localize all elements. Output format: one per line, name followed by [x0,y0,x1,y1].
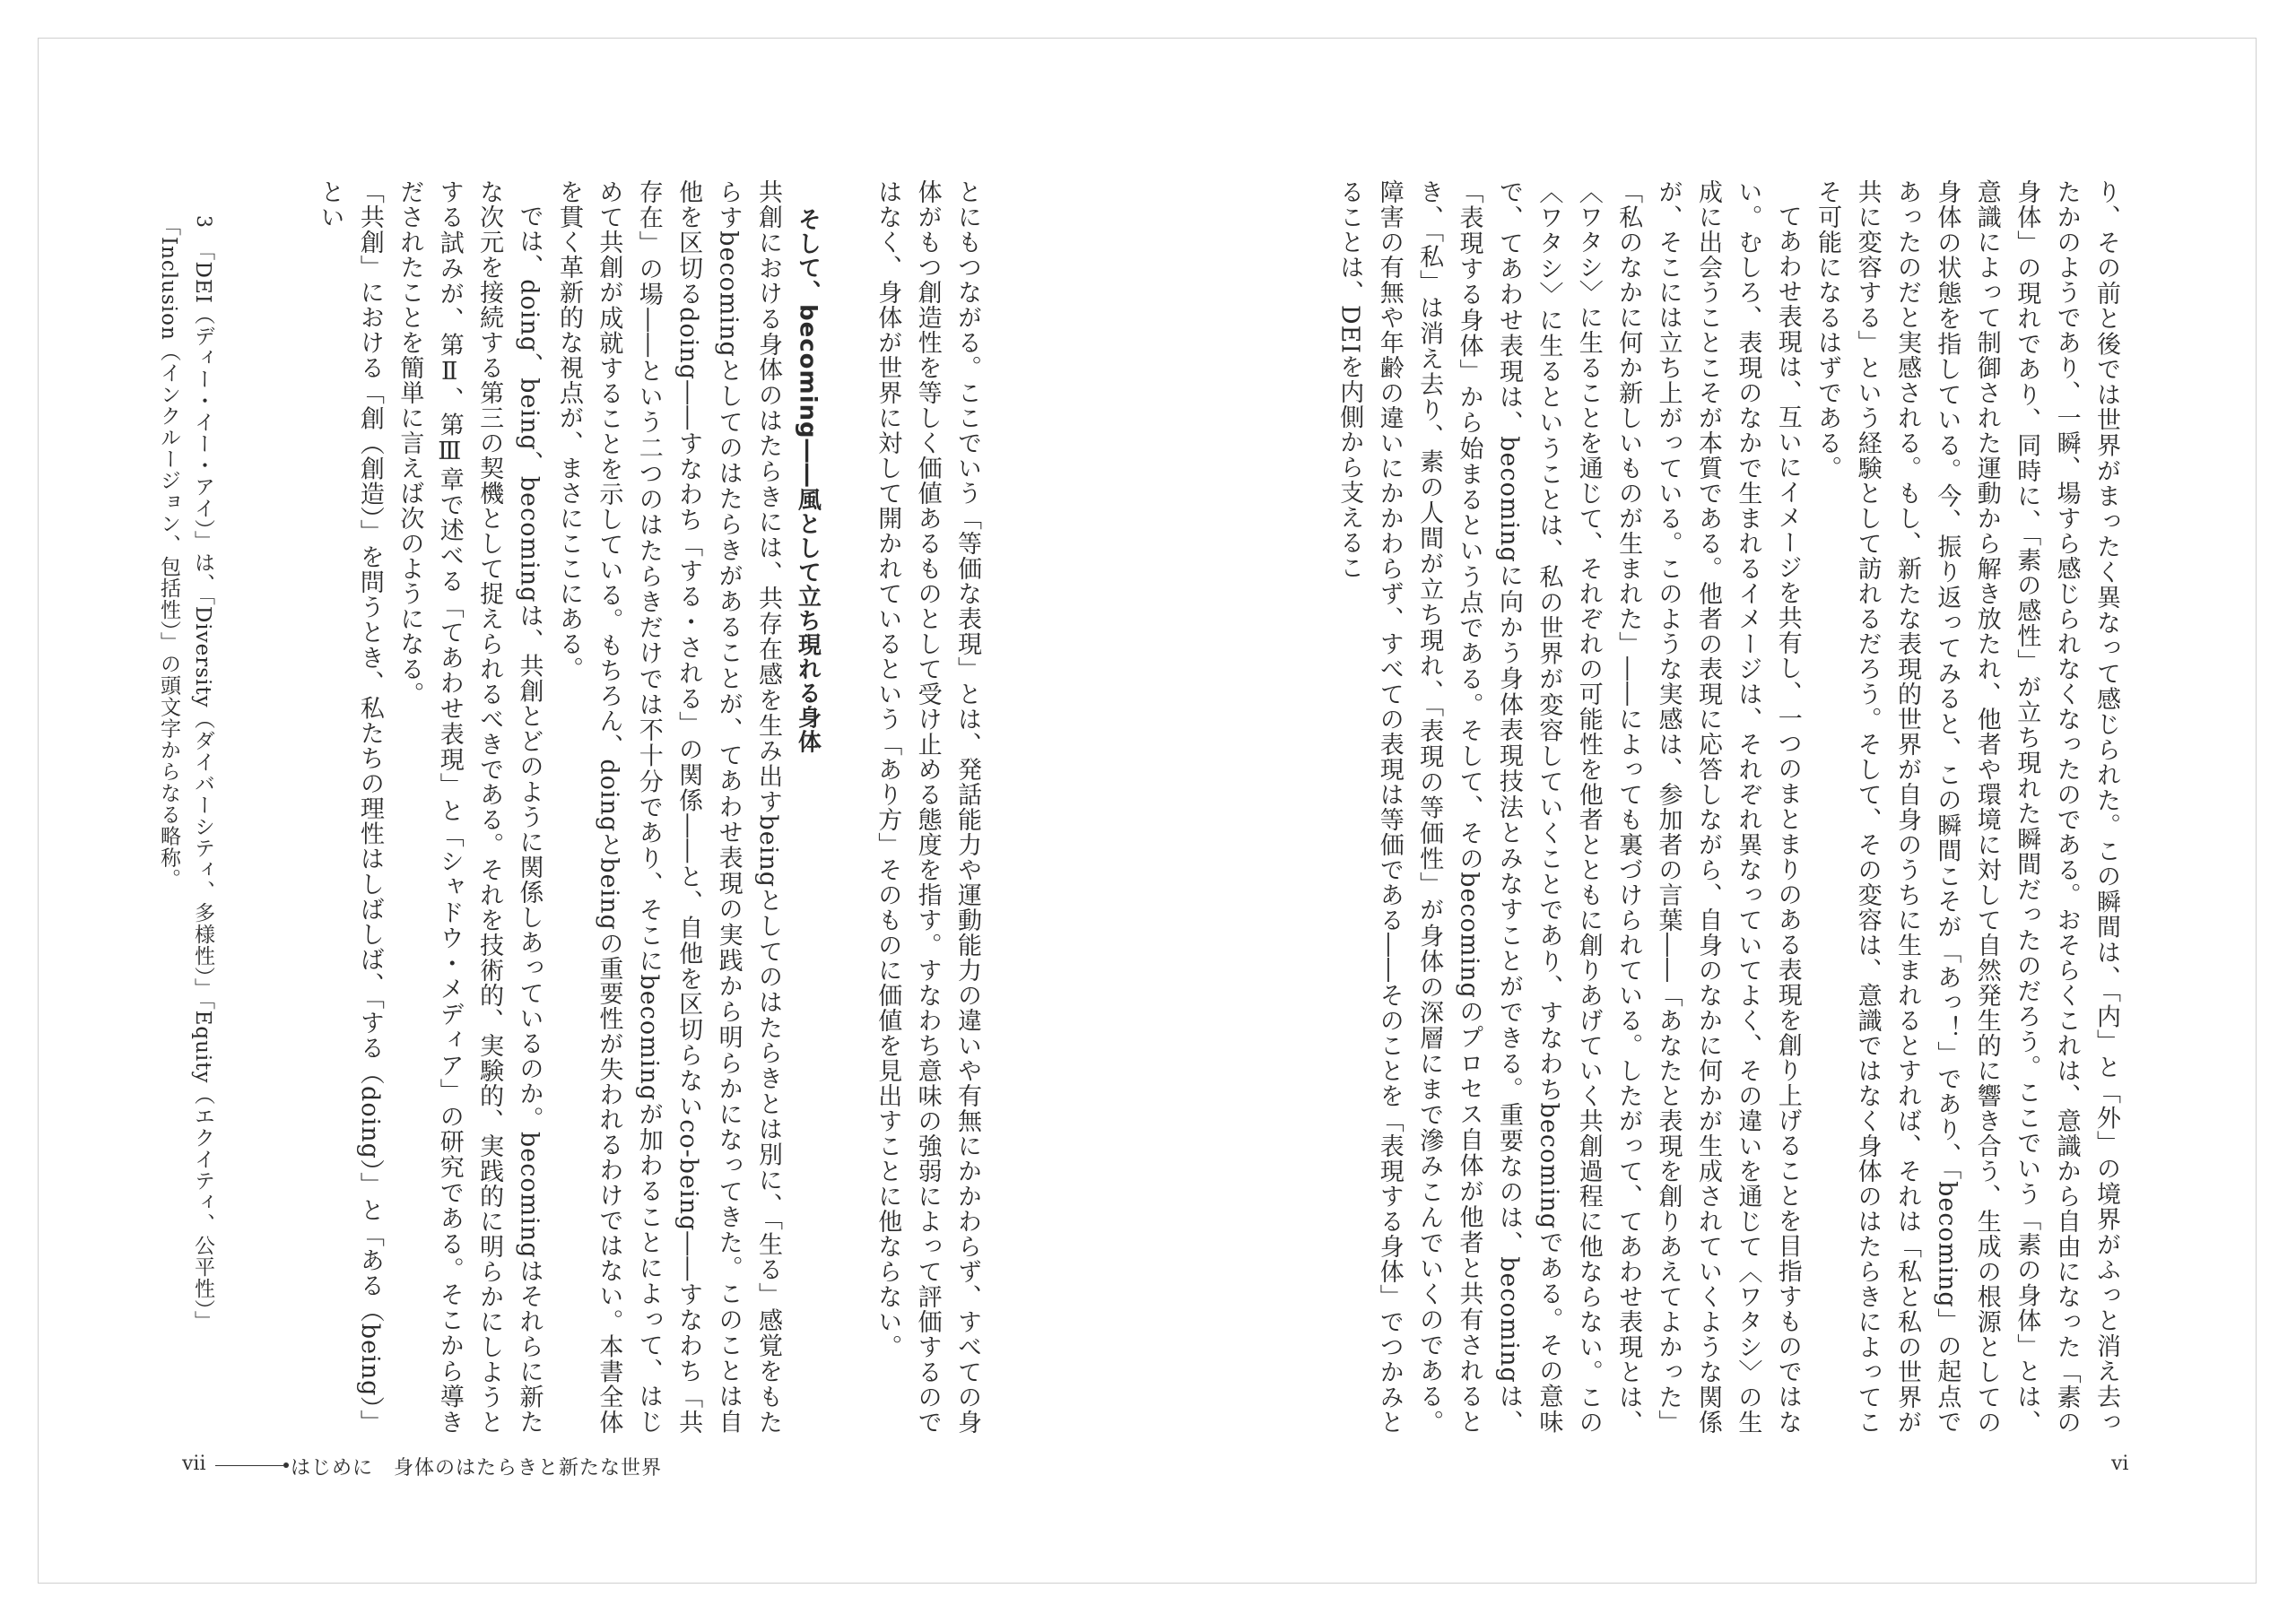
left-page-body [316,179,987,1435]
heading-prefix: そして、becoming [794,207,822,439]
right-paragraph-1: り、その前と後では世界がまったく異なって感じられた。この瞬間は、「内」と「外」の境界がふっと消え去ったかのようであり、一瞬、場すら感じられなくなったのである。おそらくこれは、意識から自由になった「素の身体」の現れであり、同時に、「素の感性」が立ち現れた瞬間だったのだろう。ここでいう「素の身体」とは、意識によって制御された運動から解き放たれ、他者や環境に対して自然発生的に響き合う、生成の根源としての身体の状態を指している。今、振り返ってみると、この瞬間こそが「あっ！」であり、「becoming」の起点であったのだと実感される。もし、新たな表現的世界が自身のうちに生まれるとすれば、それは「私と私の世界が共に変容する」という経験として訪れるだろう。そして、その変容は、意識ではなく身体のはたらきによってこそ可能になるはずである。 [1813,179,2120,1436]
heading-suffix: 風として立ち現れる身体 [794,487,822,754]
right-page-body [1335,179,2126,1436]
left-folio: vii [182,1453,206,1475]
left-paragraph-3: 「共創」における「創（創造）」を問うとき、私たちの理性はしばしば、「する（doing）」と「ある（being）」とい [316,179,384,1435]
right-folio: vi [2111,1453,2129,1475]
folio-rule [215,1465,283,1466]
heading-dash: ―― [794,438,822,488]
right-paragraph-2: てあわせ表現は、互いにイメージを共有し、一つのまとまりのある表現を創り上げることを目指すものではない。むしろ、表現のなかで生まれるイメージは、それぞれ異なっていてよく、その違いを通じて〈ワタシ〉の生成に出会うことこそが本質である。他者の表現に応答しながら、自身のなかに何かが生成されていくような関係が、そこには立ち上がっている。このような実感は、参加者の言葉――「あなたと表現を創りあえてよかった」「私のなかに何か新しいものが生まれた」――によっても裏づけられている。したがって、てあわせ表現とは、〈ワタシ〉に生ることを通じて、それぞれの可能性を他者とともに創りあげていく共創過程に他ならない。この〈ワタシ〉に生るということは、私の世界が変容していくことであり、すなわちbecomingである。その意味で、てあわせ表現は、becomingに向かう身体表現技法とみなすことができる。重要なのは、becomingは、「表現する身体」から始まるという点である。そして、そのbecomingのプロセス自体が他者と共有されるとき、「私」は消え去り、素の人間が立ち現れ、「表現の等価性」が身体の深層にまで滲みこんでいくのである。障害の有無や年齢の違いにかかわらず、すべての表現は等価である――そのことを「表現する身体」でつかみとることは、DEIを内側から支えるこ [1335,179,1802,1436]
left-paragraph-1: 共創における身体のはたらきには、共存在感を生み出すbeingとしてのはたらきとは別に、「生る」感覚をもたらすbecomingとしてのはたらきがあることが、てあわせ表現の実践から明らかになってきた。このことは自他を区切るdoing――すなわち「する・される」の関係――と、自他を区切らないco-being――すなわち「共存在」の場――という二つのはたらきだけでは不十分であり、そこにbecomingが加わることによって、はじめて共創が成就することを示している。もちろん、doingとbeingの重要性が失われるわけではない。本書全体を貫く革新的な視点が、まさにここにある。 [554,179,782,1435]
section-heading [787,179,827,1435]
footnote-number: 3 [192,215,214,229]
footnote-text: 「DEI（ディー・イー・アイ）」は、「Diversity（ダイバーシティ、多様性）」「Equity（エクイティ、公平性）」「Inclusion（インクルージョン、包括性）」の頭文字からなる略称。 [157,215,214,1332]
footnote [148,215,220,1435]
left-intro-paragraph: とにもつながる。ここでいう「等価な表現」とは、発話能力や運動能力の違いや有無にかかわらず、すべての身体がもつ創造性を等しく価値あるものとして受け止める態度を指す。すなわち意味の強弱によって評価するのではなく、身体が世界に対して開かれているという「あり方」そのものに価値を見出すことに他ならない。 [874,179,981,1435]
running-head: はじめに 身体のはたらきと新たな世界 [291,1457,663,1480]
left-paragraph-2: では、doing、being、becomingは、共創とどのように関係しあっているのか。becomingはそれらに新たな次元を接続する第三の契機として捉えられるべきである。それを技術的、実験的、実践的に明らかにしようとする試みが、第Ⅱ、第Ⅲ章で述べる「てあわせ表現」と「シャドウ・メディア」の研究である。そこから導きだされたことを簡単に言えば次のようになる。 [396,179,544,1435]
